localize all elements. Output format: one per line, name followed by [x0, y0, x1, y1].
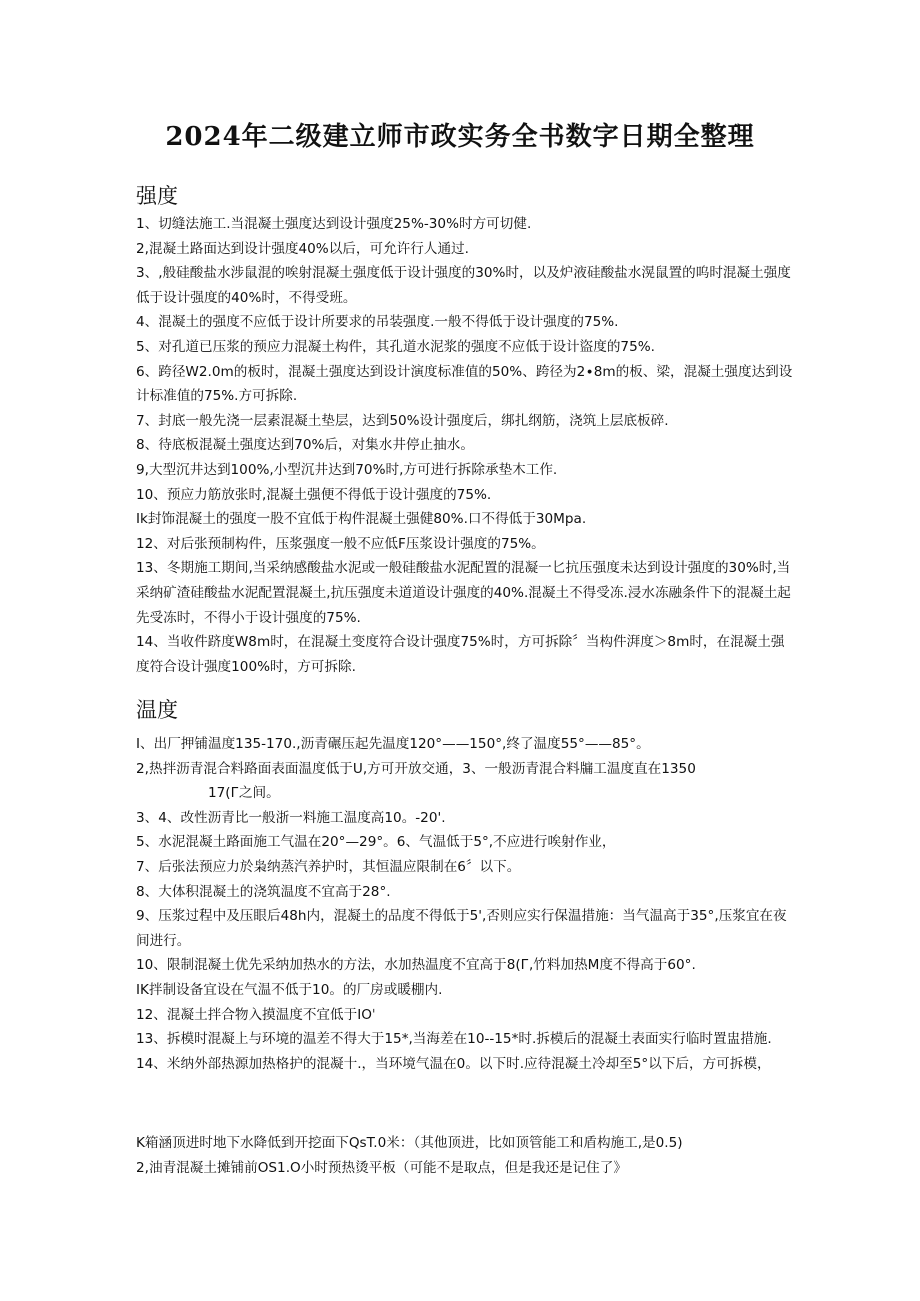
- list-item: 1、切缝法施工.当混凝土强度达到设计强度25%-30%时方可切健.: [136, 216, 532, 232]
- list-item: 8、大体积混凝土的浇筑温度不宜高于28°.: [136, 883, 391, 900]
- list-item: 3、,般硅酸盐水涉鼠混的唉射混凝土强度低于设计强度的30%时，以及炉液硅酸盐水滉鼠置的呜时混凝土强度低于设计强度的40%时，不得受班。: [136, 265, 791, 306]
- strength-list: [136, 212, 796, 679]
- section-heading-temperature: 温度: [136, 698, 178, 722]
- list-item: 14、当收件跻度W8m时，在混凝土变度符合设计强度75%时，方可拆除〞当构件湃度＞8m时，在混凝土强度符合设计强度100%时，方可拆除.: [136, 634, 785, 675]
- list-item: 8、待底板混凝土强度达到70%后，对集水井停止抽水。: [136, 437, 474, 454]
- list-item: 7、封底一般先浇一层素混凝土垫层，达到50%设计强度后，绑扎纲筋，浇筑上层底板碎.: [136, 412, 669, 429]
- list-item: Ik封饰混凝土的强度一股不宜低于构件混凝土强健80%.口不得低于30Mpa.: [136, 511, 587, 528]
- list-item: I、出厂押铺温度135-170.,沥青碾压起先温度120°——150°,终了温度55°——85°。: [136, 736, 650, 752]
- list-item: 9,大型沉井达到100%,小型沉井达到70%时,方可进行拆除承垫木工作.: [136, 461, 558, 478]
- list-item: 13、冬期施工期间,当采纳感酸盐水泥或一般硅酸盐水泥配置的混凝一匕抗压强度未达到设计强度的30%时,当采纳矿渣硅酸盐水泥配置混凝土,抗压强度未道道设计强度的40%.混凝土不得受冻.浸水冻融条件下的混凝土起先受冻时，不得小于设计强度的75%.: [136, 560, 791, 626]
- list-item: 13、拆模时混凝上与环境的温差不得大于15*,当海差在10--15*时.拆模后的混凝土表面实行临时置盅措施.: [136, 1031, 772, 1048]
- list-item: 5、水泥混凝土路面施工气温在20°—29°。6、气温低于5°,不应进行唉射作业，: [136, 834, 616, 851]
- list-item: 2,热拌沥青混合料路面表面温度低于U,方可开放交通，3、一般沥青混合料牖工温度直在1350: [136, 760, 696, 777]
- list-item-continuation: 17(Г之间。: [208, 785, 280, 802]
- list-item: K箱涵顶进时地下水降低到开挖面下QsT.0米：（其他顶进，比如顶管能工和盾构施工,是0.5): [136, 1135, 683, 1151]
- list-item: 2,混凝土路面达到设计强度40%以后，可允许行人通过.: [136, 240, 469, 257]
- list-item: 12、对后张预制构件，压浆强度一般不应低F压浆设计强度的75%。: [136, 535, 545, 552]
- document-title: 2024年二级建立师市政实务全书数字日期全整理: [165, 122, 755, 152]
- list-item: 14、米纳外部热源加热格护的混凝十.，当环境气温在0。以下时.应待混凝土冷却至5°以下后，方可拆模，: [136, 1055, 771, 1072]
- list-item: 5、对孔道已压浆的预应力混凝土构件，其孔道水泥浆的强度不应低于设计盜度的75%.: [136, 338, 655, 355]
- list-item: 4、混凝土的强度不应低于设计所要求的吊装强度.一般不得低于设计强度的75%.: [136, 314, 619, 331]
- list-item: 9、压浆过程中及压眼后48h内，混凝土的品度不得低于5',否则应实行保温措施：当气温高于35°,压浆宜在夜间进行。: [136, 908, 787, 949]
- list-item: 3、4、改性沥青比一般浙一料施工温度高10。-20'.: [136, 809, 446, 826]
- list-item: IK拌制设备宜设在气温不低于10。的厂房或暖棚内.: [136, 981, 443, 998]
- section-heading-strength: 强度: [136, 184, 178, 208]
- list-item: 6、跨径W2.0m的板时，混凝土强度达到设计演度标准值的50%、跨径为2∙8m的板、梁，混凝土强度达到设计标准值的75%.方可拆除.: [136, 363, 793, 405]
- list-item: 7、后张法预应力於枭纳蒸汽养护时，其恒温应限制在6〞以下。: [136, 858, 521, 875]
- list-item: 10、限制混凝土优先采纳加热水的方法，水加热温度不宜高于8(Г,竹料加热M度不得高于60°.: [136, 957, 696, 974]
- temperature-list: [136, 732, 796, 1076]
- list-item: 10、预应力筋放张时,混凝土强便不得低于设计强度的75%.: [136, 486, 492, 503]
- list-item: 12、混凝土拌合物入摸温度不宜低于IOˈ: [136, 1006, 376, 1023]
- list-item: [136, 781, 796, 806]
- misc-list: [136, 1131, 796, 1180]
- list-item: 2,油青混凝土摊铺前OS1.O小时预热烫平板（可能不是取点，但是我还是记住了》: [136, 1159, 627, 1176]
